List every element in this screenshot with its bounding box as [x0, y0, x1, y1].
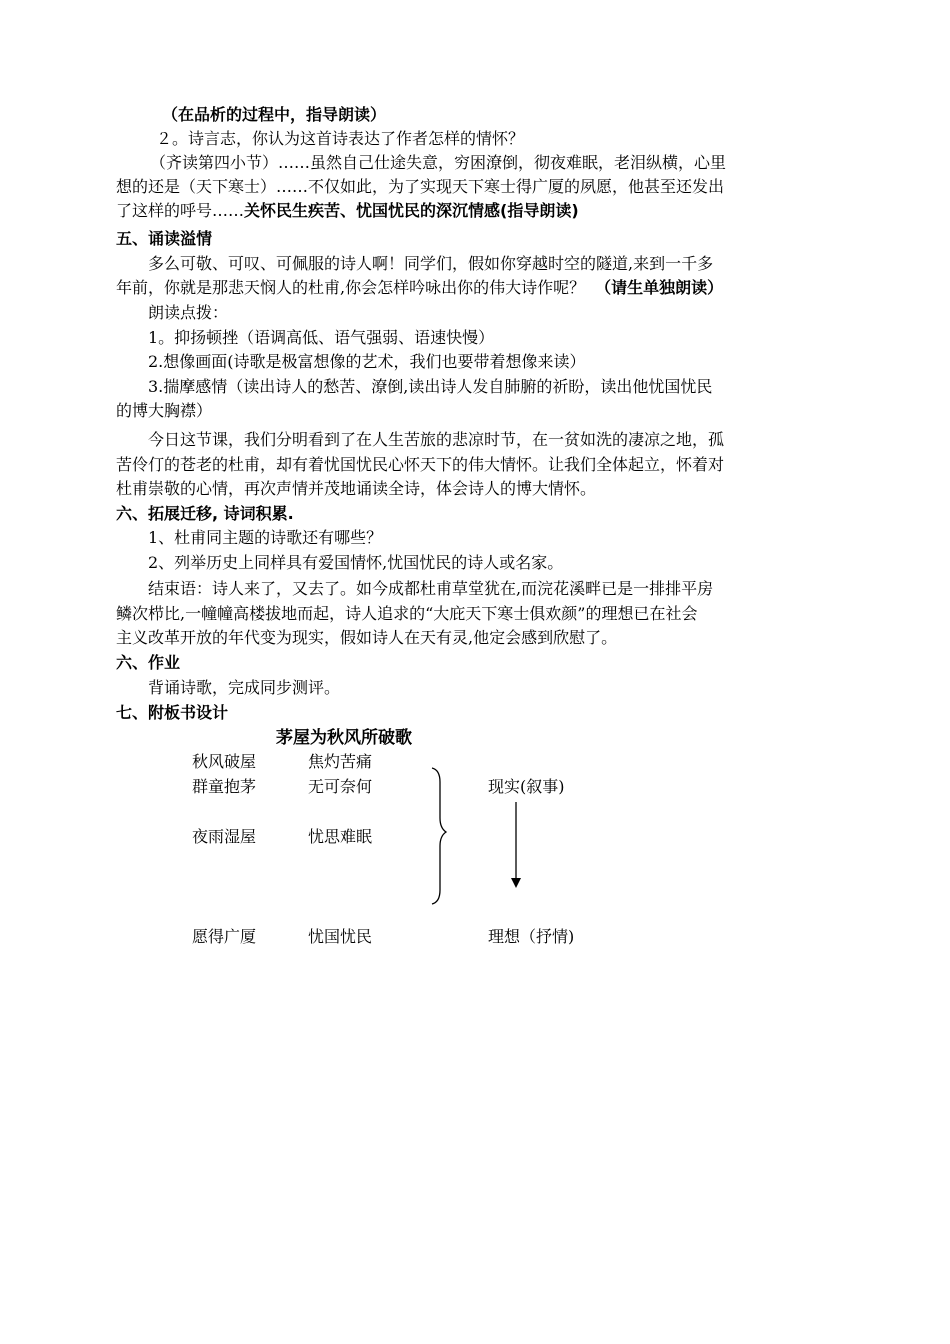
homework-text: 背诵诗歌，完成同步测评。	[148, 678, 341, 697]
board-row-left: 群童抱茅	[192, 777, 257, 796]
paragraph-line: （齐读第四小节）……虽然自己仕途失意，穷困潦倒，彻夜难眠，老泪纵横，心里	[150, 153, 727, 172]
paragraph-line: 想的还是（天下寒士）……不仅如此，为了实现天下寒士得广厦的夙愿，他甚至还发出	[116, 177, 725, 196]
paragraph-line: 鳞次栉比,一幢幢高楼拔地而起，诗人追求的“大庇天下寒士俱欢颜”的理想已在社会	[116, 604, 698, 623]
board-row-mid: 忧思难眠	[308, 827, 373, 846]
paragraph-line: 今日这节课，我们分明看到了在人生苦旅的悲凉时节，在一贫如洗的凄凉之地，孤	[148, 430, 725, 449]
extension-1: 1、杜甫同主题的诗歌还有哪些？	[148, 528, 383, 547]
section-heading-6: 六、拓展迁移, 诗词积累.	[116, 504, 294, 523]
paragraph-line: 多么可敬、可叹、可佩服的诗人啊！同学们，假如你穿越时空的隧道,来到一千多	[148, 254, 714, 273]
section-heading-board: 七、附板书设计	[116, 703, 229, 722]
question-2: ２。诗言志，你认为这首诗表达了作者怎样的情怀？	[156, 129, 525, 148]
reality-label: 现实(叙事)	[488, 777, 565, 796]
emphasis-text: （请生单独朗读）	[595, 278, 724, 297]
tip-2: 2.想像画面(诗歌是极富想像的艺术，我们也要带着想像来读）	[148, 352, 586, 371]
paragraph-text: 年前，你就是那悲天悯人的杜甫,你会怎样吟咏出你的伟大诗作呢？	[116, 278, 586, 297]
paragraph-line: 杜甫崇敬的心情，再次声情并茂地诵读全诗，体会诗人的博大情怀。	[116, 479, 597, 498]
board-row-left: 愿得广厦	[192, 927, 257, 946]
paragraph-line: 苦伶仃的苍老的杜甫，却有着忧国忧民心怀天下的伟大情怀。让我们全体起立，怀着对	[116, 455, 725, 474]
board-title: 茅屋为秋风所破歌	[276, 728, 412, 748]
ideal-label: 理想（抒情)	[488, 927, 575, 946]
board-row-left: 夜雨湿屋	[192, 827, 257, 846]
board-row-left: 秋风破屋	[192, 752, 257, 771]
paragraph-line: 主义改革开放的年代变为现实，假如诗人在天有灵,他定会感到欣慰了。	[116, 628, 618, 647]
reading-tips-label: 朗读点拨：	[148, 303, 229, 322]
section-heading-5: 五、诵读溢情	[116, 229, 213, 248]
arrow-head	[511, 878, 521, 888]
instruction-line: （在品析的过程中，指导朗读）	[162, 105, 387, 124]
paragraph-line: 的博大胸襟）	[116, 401, 213, 420]
curly-brace	[432, 768, 446, 904]
tip-3: 3.揣摩感情（读出诗人的愁苦、潦倒,读出诗人发自肺腑的祈盼，读出他忧国忧民	[148, 377, 713, 396]
emphasis-text: 关怀民生疾苦、忧国忧民的深沉情感(指导朗读)	[244, 201, 579, 220]
tip-1: 1。抑扬顿挫（语调高低、语气强弱、语速快慢）	[148, 328, 495, 347]
extension-2: 2、列举历史上同样具有爱国情怀,忧国忧民的诗人或名家。	[148, 553, 564, 572]
board-row-mid: 无可奈何	[308, 777, 373, 796]
paragraph-text: 了这样的呼号……	[116, 201, 245, 220]
board-row-mid: 忧国忧民	[308, 927, 373, 946]
section-heading-homework: 六、作业	[116, 653, 181, 672]
board-row-mid: 焦灼苦痛	[308, 752, 373, 771]
paragraph-line: 结束语：诗人来了，又去了。如今成都杜甫草堂犹在,而浣花溪畔已是一排排平房	[148, 579, 714, 598]
